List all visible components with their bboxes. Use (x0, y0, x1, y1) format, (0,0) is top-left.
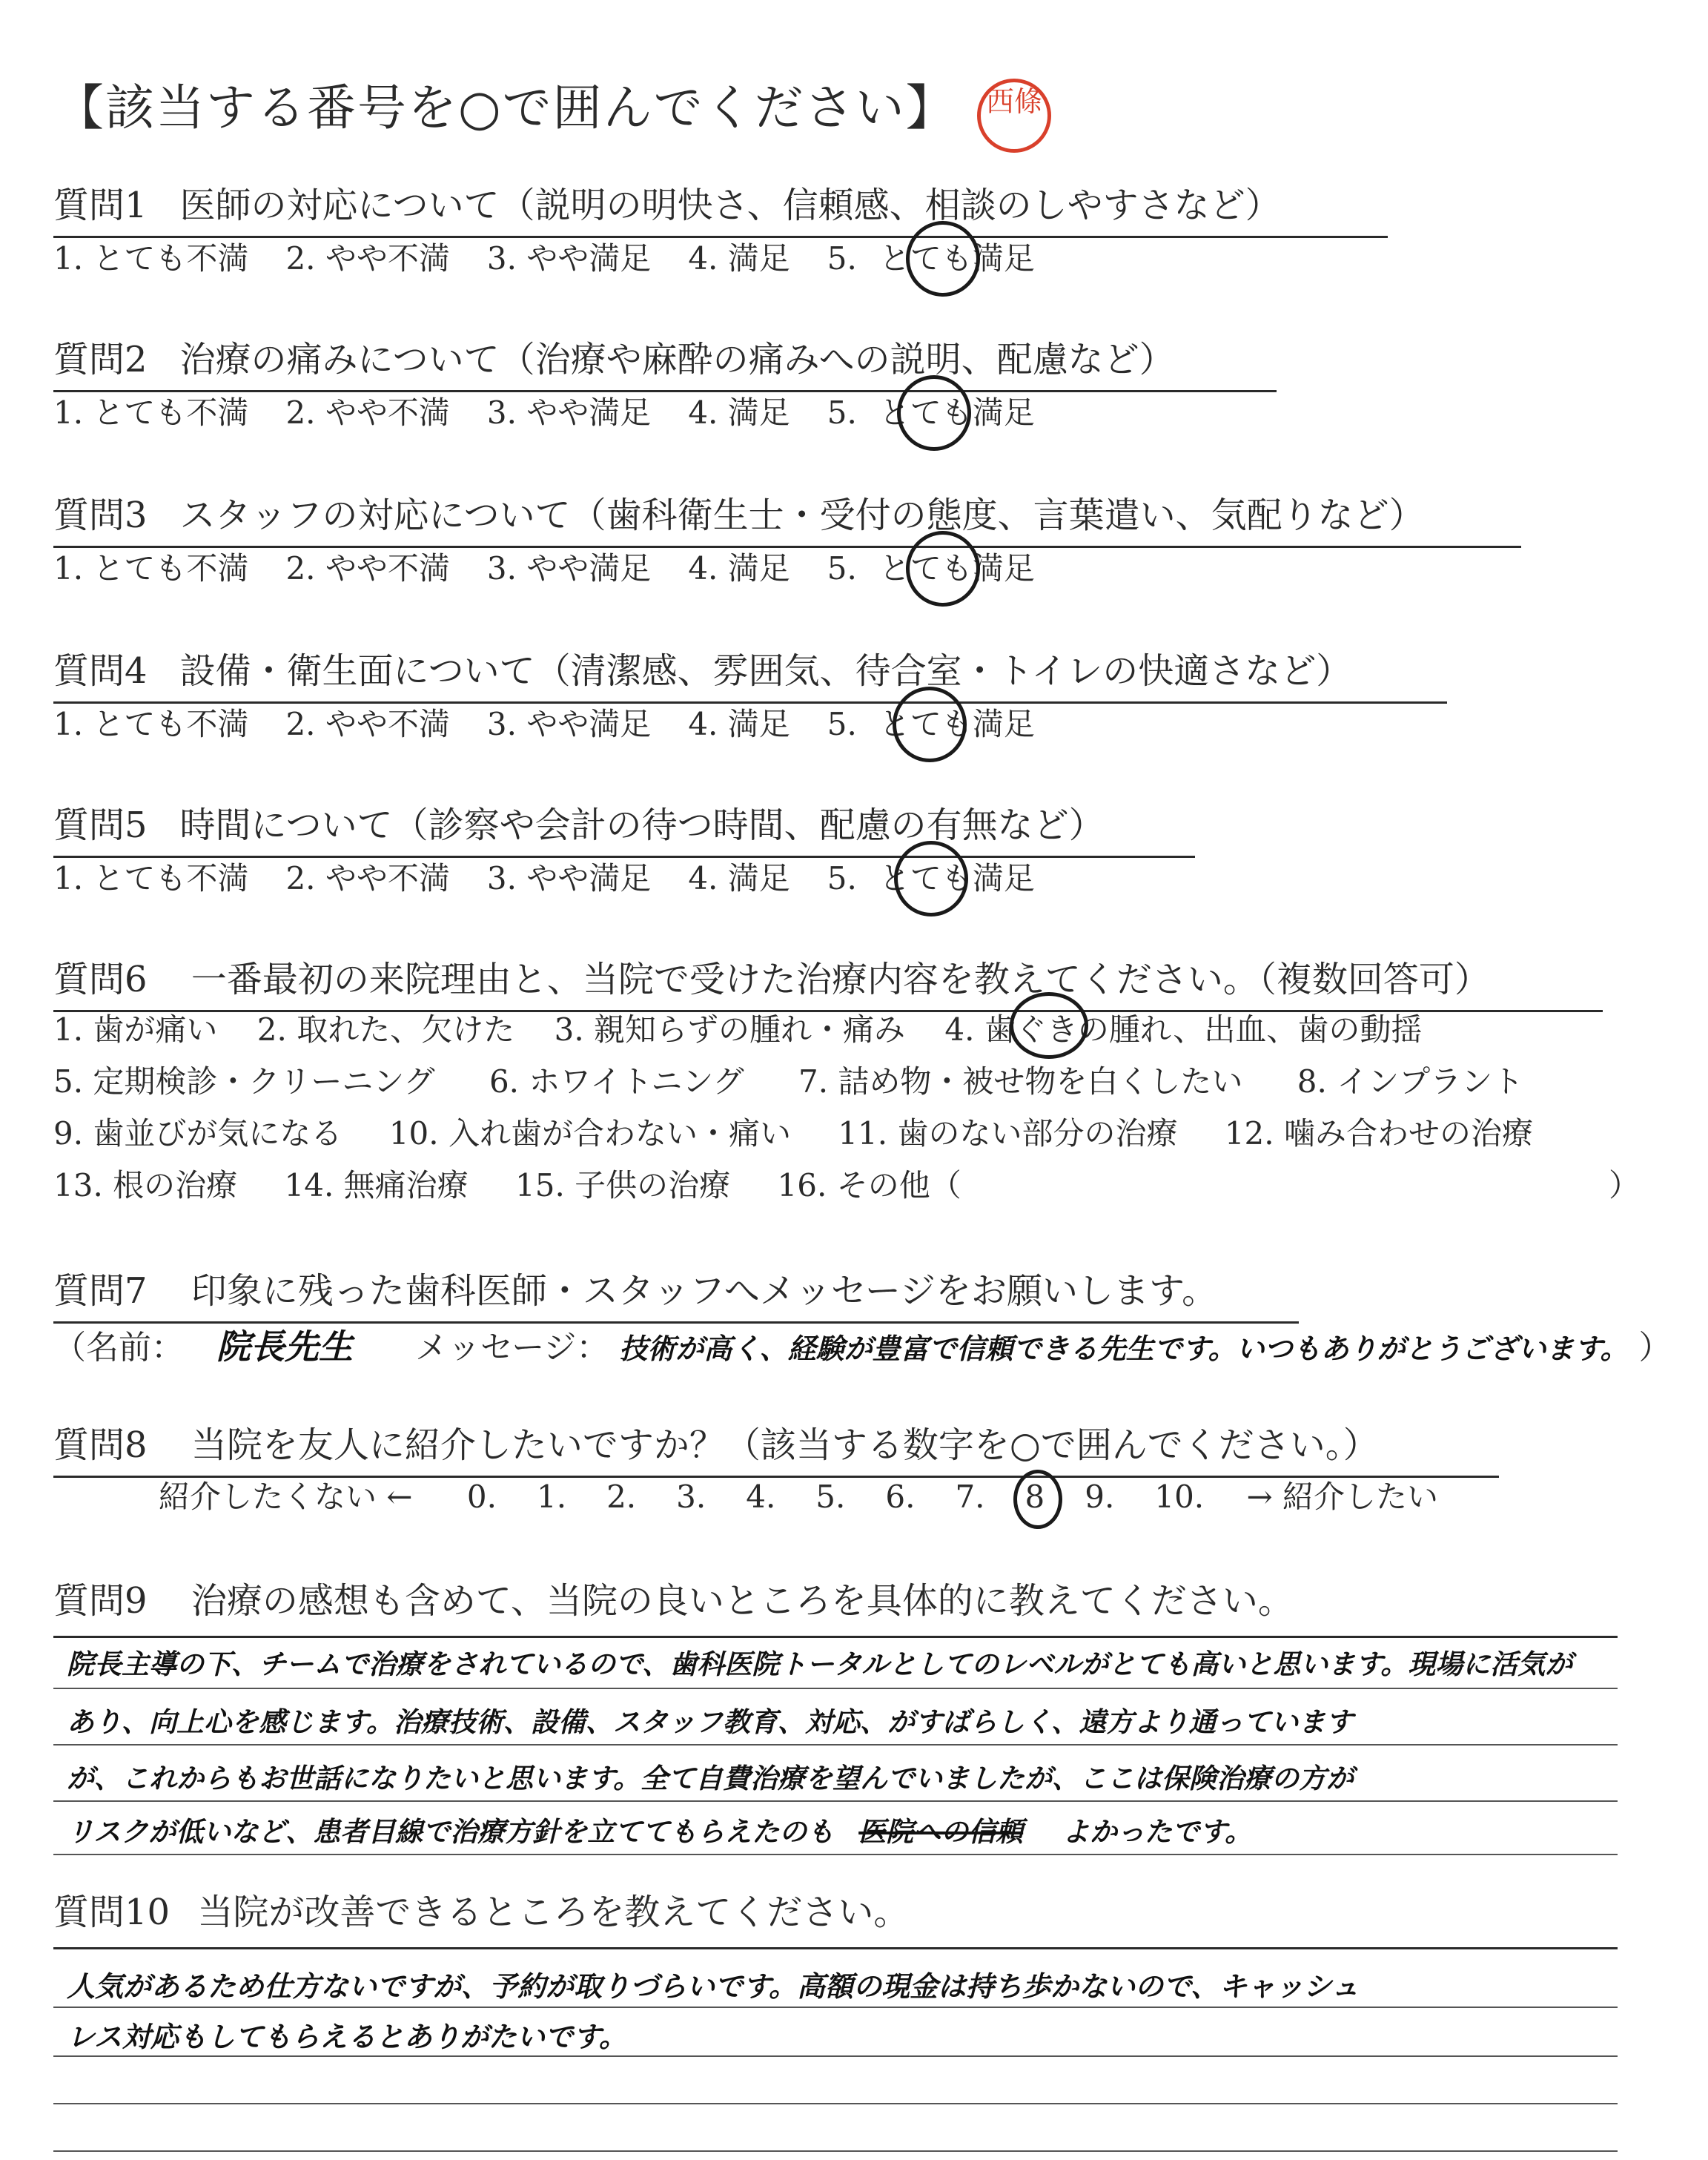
question-label: 質問9 (53, 1580, 148, 1622)
question-label: 質問4 (53, 650, 148, 692)
option[interactable]: 1. 歯が痛い (53, 1011, 218, 1048)
question-9 (53, 1572, 1294, 1623)
question-4 (53, 642, 1351, 693)
q6-row-2 (53, 1057, 1523, 1102)
option[interactable]: 2. やや不満 (285, 394, 450, 431)
option[interactable]: とても満足 (878, 550, 1035, 587)
option[interactable]: 7. 詰め物・被せ物を白くしたい (798, 1063, 1243, 1100)
q6-row-4 (53, 1161, 961, 1206)
option[interactable]: 5. (827, 860, 857, 896)
question-text: 当院を友人に紹介したいですか？（該当する数字を○で囲んでください。） (191, 1424, 1379, 1466)
answer-circle (1010, 992, 1088, 1059)
answer-line (53, 2103, 1618, 2104)
q3-options (53, 544, 1035, 589)
answer-text: リスクが低いなど、患者目線で治療方針を立ててもらえたのも (67, 1816, 835, 1848)
q7-answer-row (53, 1320, 1672, 1369)
option[interactable]: 3. やや満足 (486, 860, 652, 896)
q9-answer-line-1[interactable]: 院長主導の下、チームで治療をされているので、歯科医院トータルとしてのレベルがとても高いと思います。現場に活気が (67, 1648, 1573, 1680)
q5-options (53, 854, 1035, 899)
option[interactable]: 3. やや満足 (486, 550, 652, 587)
option[interactable]: 3. やや満足 (486, 394, 652, 431)
question-5 (53, 796, 1105, 848)
option[interactable]: 1. とても不満 (53, 394, 249, 431)
option[interactable]: 4. 満足 (688, 860, 790, 896)
q10-answer-line-2[interactable]: レス対応もしてもらえるとありがたいです。 (67, 2021, 627, 2053)
question-label: 質問1 (53, 185, 148, 226)
question-text: スタッフの対応について（歯科衛生士・受付の態度、言葉遣い、気配りなど） (179, 495, 1425, 536)
question-8 (53, 1416, 1379, 1467)
scale-value[interactable]: 3. (676, 1479, 706, 1515)
q4-options (53, 700, 1035, 744)
answer-line (53, 2055, 1618, 2057)
question-7 (53, 1262, 1217, 1313)
option[interactable]: 4. 歯ぐきの腫れ、出血、歯の動揺 (944, 1011, 1423, 1048)
option[interactable]: 10. 入れ歯が合わない・痛い (388, 1115, 791, 1152)
q1-options (53, 234, 1035, 279)
scale-value[interactable]: 4. (746, 1479, 776, 1515)
q9-answer-line-4[interactable] (67, 1809, 1252, 1849)
question-text: 印象に残った歯科医師・スタッフへメッセージをお願いします。 (191, 1270, 1218, 1312)
option[interactable]: 4. 満足 (688, 550, 790, 587)
question-6 (53, 951, 1490, 1002)
question-text: 一番最初の来院理由と、当院で受けた治療内容を教えてください。（複数回答可） (191, 959, 1490, 1000)
option[interactable]: 16. その他（ (777, 1167, 961, 1203)
q6-row-3 (53, 1109, 1533, 1154)
answer-line (53, 1947, 1618, 1949)
question-text: 当院が改善できるところを教えてください。 (197, 1892, 910, 1933)
q6-row-1 (53, 1005, 1422, 1050)
question-label: 質問3 (53, 495, 148, 536)
scale-value[interactable]: 6. (885, 1479, 916, 1515)
option[interactable]: 1. とても不満 (53, 860, 249, 896)
option[interactable]: 2. 取れた、欠けた (256, 1011, 515, 1048)
option[interactable]: 4. 満足 (688, 706, 790, 742)
q10-answer-line-1[interactable]: 人気があるため仕方ないですが、予約が取りづらいです。高額の現金は持ち歩かないので、キャッシュ (67, 1970, 1360, 2003)
scale-value[interactable]: 2. (606, 1479, 637, 1515)
scale-value[interactable]: 10. (1154, 1479, 1205, 1515)
option[interactable]: 8. インプラント (1297, 1063, 1524, 1100)
answer-line (53, 1744, 1618, 1745)
scale-value[interactable]: 9. (1085, 1479, 1115, 1515)
option[interactable]: 11. 歯のない部分の治療 (838, 1115, 1178, 1152)
option[interactable]: 4. 満足 (688, 240, 790, 277)
answer-line (53, 1800, 1618, 1802)
option[interactable]: 9. 歯並びが気になる (53, 1115, 342, 1152)
q8-scale (159, 1473, 1438, 1517)
name-value[interactable]: 院長先生 (216, 1327, 353, 1367)
q9-answer-line-2[interactable]: あり、向上心を感じます。治療技術、設備、スタッフ教育、対応、がすばらしく、遠方より通っています (67, 1706, 1354, 1738)
question-label: 質問7 (53, 1270, 148, 1312)
scale-value[interactable]: 8 (1025, 1479, 1045, 1515)
answer-circle (906, 221, 980, 297)
question-text: 時間について（診察や会計の待つ時間、配慮の有無など） (179, 805, 1105, 846)
question-text: 医師の対応について（説明の明快さ、信頼感、相談のしやすさなど） (179, 185, 1281, 226)
option[interactable]: 1. とても不満 (53, 550, 249, 587)
struck-text: 医院への信頼 (858, 1816, 1024, 1848)
question-3 (53, 486, 1425, 538)
question-label: 質問8 (53, 1424, 148, 1466)
message-label: メッセージ： (415, 1329, 609, 1367)
option[interactable]: 2. やや不満 (285, 706, 450, 742)
paren-close: ） (1609, 1167, 1641, 1203)
option[interactable]: 12. 噛み合わせの治療 (1224, 1115, 1533, 1152)
question-1 (53, 176, 1281, 228)
name-seal-stamp: 西條 (977, 79, 1051, 153)
option[interactable]: 1. とても不満 (53, 240, 249, 277)
question-text: 治療の痛みについて（治療や麻酔の痛みへの説明、配慮など） (179, 339, 1175, 380)
q9-answer-line-3[interactable]: が、これからもお世話になりたいと思います。全て自費治療を望んでいましたが、ここは保険治療の方が (67, 1763, 1354, 1794)
scale-value[interactable]: 0. (466, 1479, 497, 1515)
question-text: 治療の感想も含めて、当院の良いところを具体的に教えてください。 (191, 1580, 1294, 1622)
option[interactable]: 5. 定期検診・クリーニング (53, 1063, 435, 1100)
answer-line (53, 2007, 1618, 2008)
page-title: 【該当する番号を○で囲んでください】 (55, 79, 956, 136)
question-label: 質問10 (53, 1892, 171, 1933)
option[interactable]: 3. やや満足 (486, 240, 652, 277)
answer-circle (1013, 1470, 1062, 1529)
option[interactable]: とても満足 (878, 706, 1035, 742)
option[interactable]: とても満足 (878, 860, 1035, 896)
option[interactable]: 1. とても不満 (53, 706, 249, 742)
option[interactable]: 15. 子供の治療 (515, 1167, 731, 1203)
option[interactable]: 2. やや不満 (285, 240, 450, 277)
answer-circle (897, 375, 971, 451)
scale-right-label: → 紹介したい (1246, 1479, 1439, 1515)
question-label: 質問2 (53, 339, 148, 380)
q2-options (53, 389, 1035, 433)
option[interactable]: 6. ホワイトニング (489, 1063, 744, 1100)
option[interactable]: 3. やや満足 (486, 706, 652, 742)
option[interactable]: 3. 親知らずの腫れ・痛み (554, 1011, 906, 1048)
option[interactable]: 2. やや不満 (285, 860, 450, 896)
question-text: 設備・衛生面について（清潔感、雰囲気、待合室・トイレの快適さなど） (179, 650, 1352, 692)
question-label: 質問5 (53, 805, 148, 846)
option[interactable]: 4. 満足 (688, 394, 790, 431)
answer-circle (894, 841, 968, 916)
answer-line (53, 1688, 1618, 1689)
question-2 (53, 331, 1175, 382)
answer-circle (906, 531, 980, 607)
option[interactable]: 5. (827, 394, 857, 431)
scale-value[interactable]: 7. (955, 1479, 985, 1515)
scale-value[interactable]: 5. (815, 1479, 846, 1515)
answer-circle (893, 687, 967, 762)
answer-text: よかったです。 (1062, 1816, 1253, 1848)
option[interactable]: 2. やや不満 (285, 550, 450, 587)
question-label: 質問6 (53, 959, 148, 1000)
option[interactable]: とても満足 (878, 240, 1035, 277)
option[interactable]: 5. (827, 706, 857, 742)
option[interactable]: 14. 無痛治療 (284, 1167, 469, 1203)
option[interactable]: とても満足 (878, 394, 1035, 431)
answer-line (53, 1636, 1618, 1638)
option[interactable]: 13. 根の治療 (53, 1167, 238, 1203)
scale-value[interactable]: 1. (536, 1479, 567, 1515)
paren-close: ） (1638, 1329, 1672, 1367)
option[interactable]: 5. (827, 550, 857, 587)
scale-left-label: 紹介したくない ← (159, 1479, 413, 1515)
message-value[interactable]: 技術が高く、経験が豊富で信頼できる先生です。いつもありがとうございます。 (619, 1332, 1629, 1365)
question-10 (53, 1883, 909, 1935)
answer-line (53, 2150, 1618, 2152)
option[interactable]: 5. (827, 240, 857, 277)
name-label: （名前： (53, 1329, 184, 1367)
answer-line (53, 1854, 1618, 1855)
